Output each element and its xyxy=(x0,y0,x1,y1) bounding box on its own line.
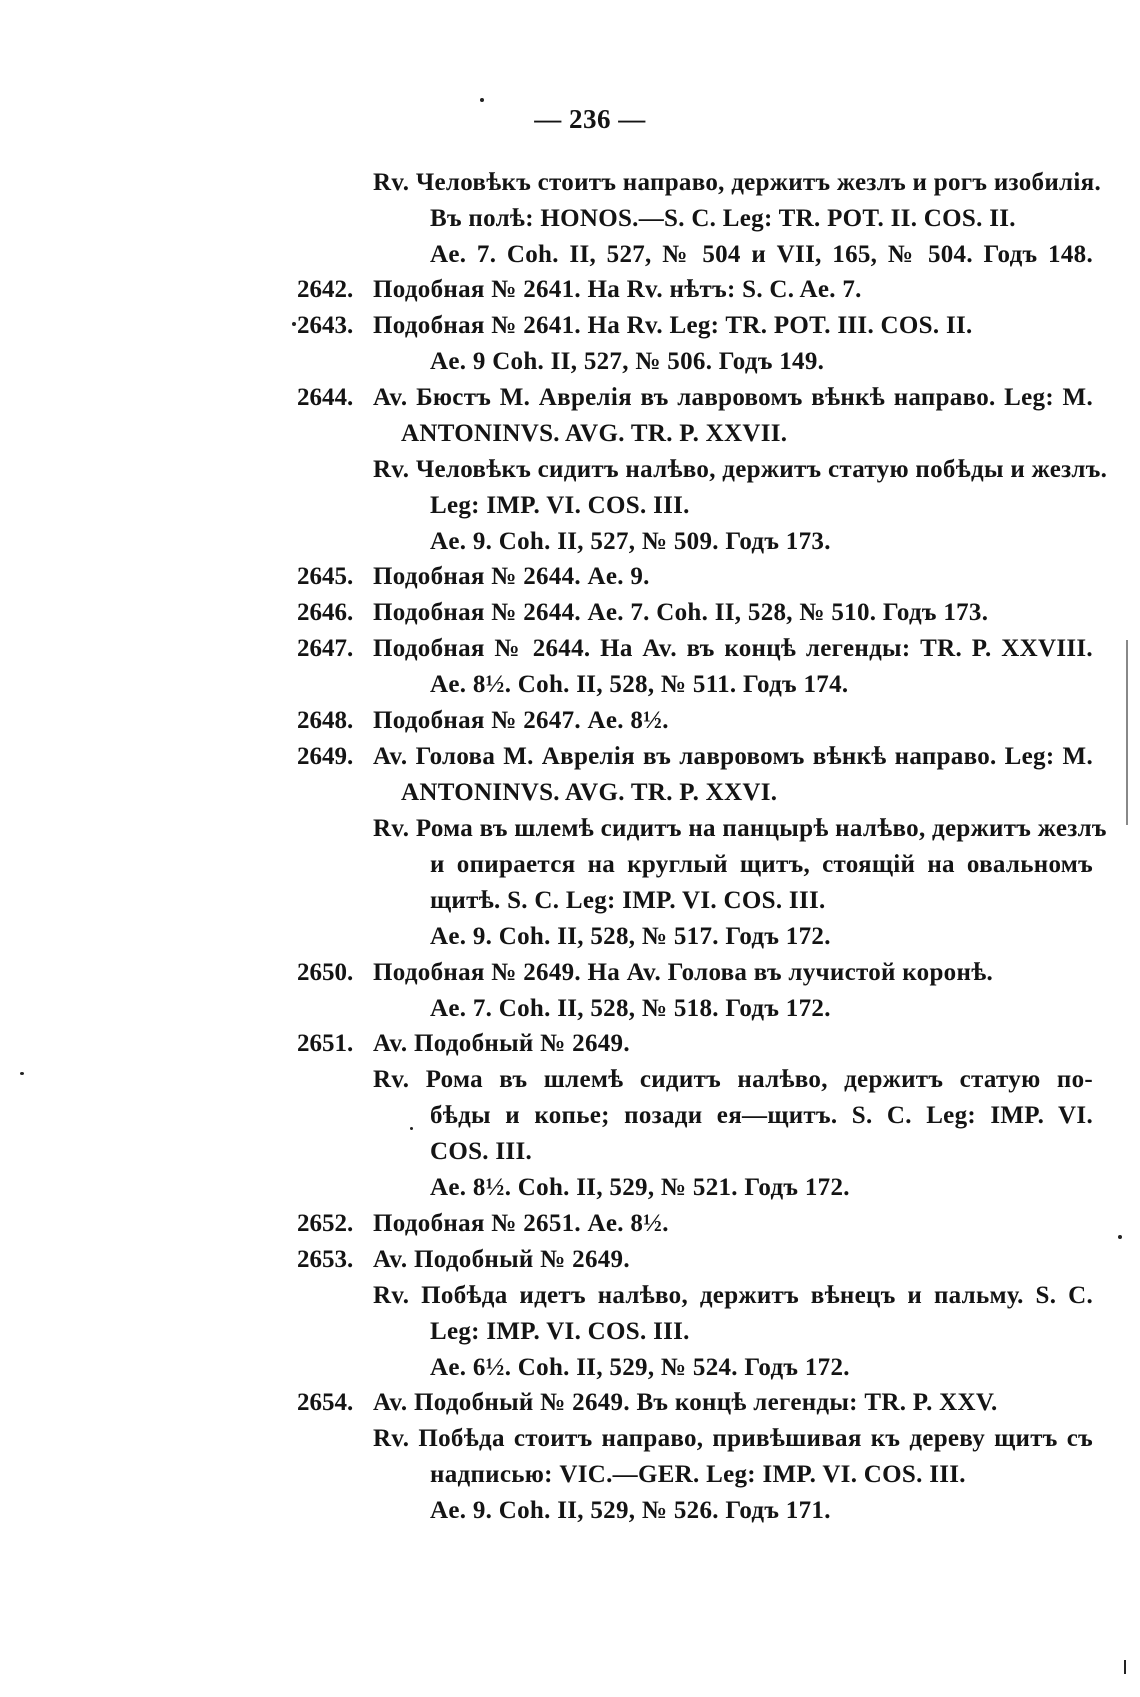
entry-line: Подобная № 2644. Ae. 9. xyxy=(373,563,650,590)
entry-line: Подобная № 2641. На Rv. Leg: TR. POT. III. COS. II. xyxy=(373,312,973,339)
entry-number: 2646. xyxy=(297,599,354,626)
entry-number: 2647. xyxy=(297,635,354,662)
entry-line: Ae. 9 Coh. II, 527, № 506. Годъ 149. xyxy=(430,348,825,375)
entry-number: 2651. xyxy=(297,1030,354,1057)
entry-line: Ae. 8½. Coh. II, 529, № 521. Годъ 172. xyxy=(430,1174,850,1201)
entry-line: Rv. Побѣда стоитъ направо, привѣшивая къ дереву щитъ съ xyxy=(373,1425,1093,1452)
entry-line: Rv. Рома въ шлемѣ сидитъ налѣво, держитъ статую по- xyxy=(373,1066,1093,1093)
entry-line: Ae. 9. Coh. II, 528, № 517. Годъ 172. xyxy=(430,923,831,950)
entry-line: Въ полѣ: HONOS.—S. C. Leg: TR. POT. II. COS. II. xyxy=(430,205,1016,232)
entry-line: Av. Бюстъ М. Аврелія въ лавровомъ вѣнкѣ направо. Leg: M. xyxy=(373,384,1093,411)
entry-line: Ae. 6½. Coh. II, 529, № 524. Годъ 172. xyxy=(430,1354,850,1381)
entry-number: 2649. xyxy=(297,743,354,770)
print-speck xyxy=(410,1127,413,1130)
entry-line: Ae. 8½. Coh. II, 528, № 511. Годъ 174. xyxy=(430,671,849,698)
entry-line: Ae. 9. Coh. II, 527, № 509. Годъ 173. xyxy=(430,528,831,555)
entry-line: Ae. 7. Coh. II, 527, № 504 и VII, 165, № 504. Годъ 148. xyxy=(430,241,1093,268)
entry-line: Rv. Рома въ шлемѣ сидитъ на панцырѣ налѣво, держитъ жезлъ xyxy=(373,815,1107,842)
entry-number: 2652. xyxy=(297,1210,354,1237)
entry-line: Av. Подобный № 2649. xyxy=(373,1030,630,1057)
entry-line: надписью: VIC.—GER. Leg: IMP. VI. COS. III. xyxy=(430,1461,966,1488)
entry-number: 2643. xyxy=(297,312,354,339)
entry-line: Подобная № 2644. Ae. 7. Coh. II, 528, № 510. Годъ 173. xyxy=(373,599,989,626)
entry-number: 2653. xyxy=(297,1246,354,1273)
entry-number: 2644. xyxy=(297,384,354,411)
entry-line: Av. Подобный № 2649. xyxy=(373,1246,630,1273)
entry-line: Leg: IMP. VI. COS. III. xyxy=(430,1318,690,1345)
entry-line: Подобная № 2641. На Rv. нѣтъ: S. C. Ae. 7. xyxy=(373,276,862,303)
entry-line: Rv. Человѣкъ сидитъ налѣво, держитъ статую побѣды и жезлъ. xyxy=(373,456,1108,483)
print-speck xyxy=(292,322,296,326)
entry-line: Подобная № 2651. Ae. 8½. xyxy=(373,1210,669,1237)
entry-line: Подобная № 2647. Ae. 8½. xyxy=(373,707,669,734)
entry-number: 2642. xyxy=(297,276,354,303)
entry-line: Rv. Побѣда идетъ налѣво, держитъ вѣнецъ и пальму. S. C. xyxy=(373,1282,1093,1309)
entry-line: Av. Голова М. Аврелія въ лавровомъ вѣнкѣ направо. Leg: M. xyxy=(373,743,1093,770)
entry-line: Подобная № 2644. На Av. въ концѣ легенды: TR. P. XXVIII. xyxy=(373,635,1093,662)
entry-line: ANTONINVS. AVG. TR. P. XXVII. xyxy=(401,420,788,447)
scan-edge-mark xyxy=(1126,640,1128,825)
entry-line: Av. Подобный № 2649. Въ концѣ легенды: TR. P. XXV. xyxy=(373,1389,998,1416)
entry-line: Ae. 9. Coh. II, 529, № 526. Годъ 171. xyxy=(430,1497,831,1524)
entry-line: и опирается на круглый щитъ, стоящій на овальномъ xyxy=(430,851,1093,878)
entry-number: 2648. xyxy=(297,707,354,734)
entry-line: бѣды и копье; позади ея—щитъ. S. C. Leg: IMP. VI. xyxy=(430,1102,1093,1129)
entry-line: Leg: IMP. VI. COS. III. xyxy=(430,492,690,519)
entry-number: 2654. xyxy=(297,1389,354,1416)
entry-line: щитѣ. S. C. Leg: IMP. VI. COS. III. xyxy=(430,887,826,914)
entry-line: COS. III. xyxy=(430,1138,533,1165)
entry-line: Ae. 7. Coh. II, 528, № 518. Годъ 172. xyxy=(430,995,831,1022)
entry-line: Rv. Человѣкъ стоитъ направо, держитъ жезлъ и рогъ изобилія. xyxy=(373,169,1101,196)
entry-line: Подобная № 2649. На Av. Голова въ лучистой коронѣ. xyxy=(373,959,994,986)
print-speck xyxy=(20,1072,24,1075)
entry-number: 2645. xyxy=(297,563,354,590)
entry-line: ANTONINVS. AVG. TR. P. XXVI. xyxy=(401,779,778,806)
entry-number: 2650. xyxy=(297,959,354,986)
print-speck xyxy=(1118,1235,1122,1239)
page-number: — 236 — xyxy=(534,104,646,134)
print-speck xyxy=(1124,1660,1126,1674)
print-speck xyxy=(480,98,484,102)
